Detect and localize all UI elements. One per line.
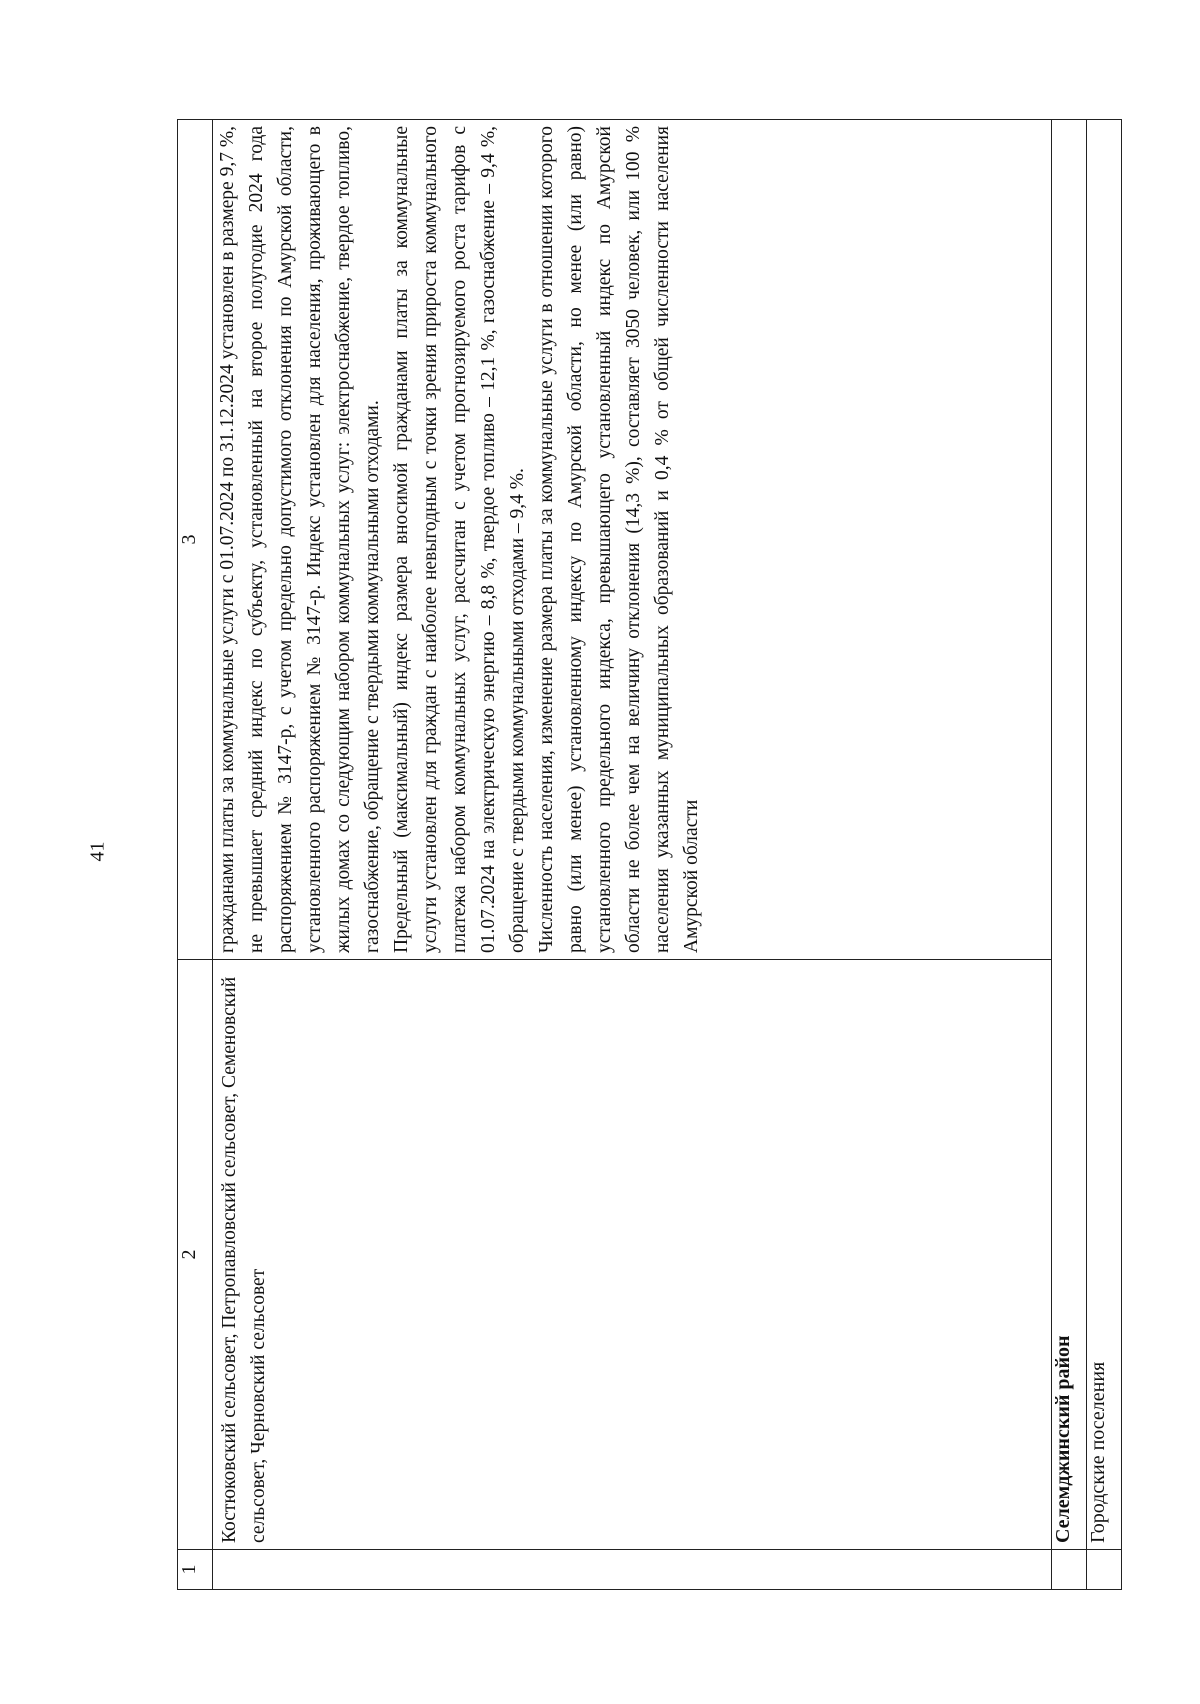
table-row xyxy=(213,120,1052,1590)
header-col-2: 2 xyxy=(178,960,213,1550)
rotated-table-container xyxy=(177,120,1122,1590)
section-title: Селемджинский район xyxy=(1052,120,1087,1550)
section-row xyxy=(1052,120,1087,1590)
header-col-3: 3 xyxy=(178,120,213,960)
description-paragraph-2: Предельный (максимальный) индекс размера вносимой гражданами платы за коммунальные услуги установлен для граждан с наиболее невыгодным с точки зрения прироста коммунального платежа набором коммунальных услуг, рассчитан с учетом прогнозируемого роста тарифов с 01.07.2024 на электрическую энергию – 8,8 %, твердое топливо – 12,1 %, газоснабжение – 9,4 %, обращение с твердыми коммунальными отходами – 9,4 %. xyxy=(391,126,528,953)
subsection-row xyxy=(1087,120,1122,1590)
municipalities-text: Костюковский сельсовет, Петропавловский сельсовет, Семеновский сельсовет, Черновский сельсовет xyxy=(219,976,269,1543)
row-cell-description xyxy=(213,120,1052,960)
description-paragraph-3: Численность населения, изменение размера платы за коммунальные услуги в отношении которого равно (или менее) установленному индексу по Амурской области, но менее (или равно) установленного предельного индекса, превышающего установленный индекс по Амурской области не более чем на величину отклонения (14,3 %), составляет 3050 человек, или 100 % населения указанных муниципальных образований и 0,4 % от общей численности населения Амурской области xyxy=(536,126,702,953)
header-col-1: 1 xyxy=(178,1550,213,1590)
description-paragraph-1: гражданами платы за коммунальные услуги с 01.07.2024 по 31.12.2024 установлен в размере 9,7 %, не превышает средний индекс по субъекту, установленный на второе полугодие 2024 года распоряжением № 3147-р, с учетом предельно допустимого отклонения по Амурской области, установленного распоряжением № 3147-р. Индекс установлен для населения, проживающего в жилых домах со следующим набором коммунальных услуг: электроснабжение, твердое топливо, газоснабжение, обращение с твердыми коммунальными отходами. xyxy=(217,126,383,953)
subsection-row-col-1 xyxy=(1087,1550,1122,1590)
document-table xyxy=(177,119,1122,1590)
page-number: 41 xyxy=(86,841,109,862)
row-cell-col-1 xyxy=(213,1550,1052,1590)
section-row-col-1 xyxy=(1052,1550,1087,1590)
header-row xyxy=(178,120,213,1590)
subsection-title: Городские поселения xyxy=(1087,120,1122,1550)
row-cell-municipalities xyxy=(213,960,1052,1550)
